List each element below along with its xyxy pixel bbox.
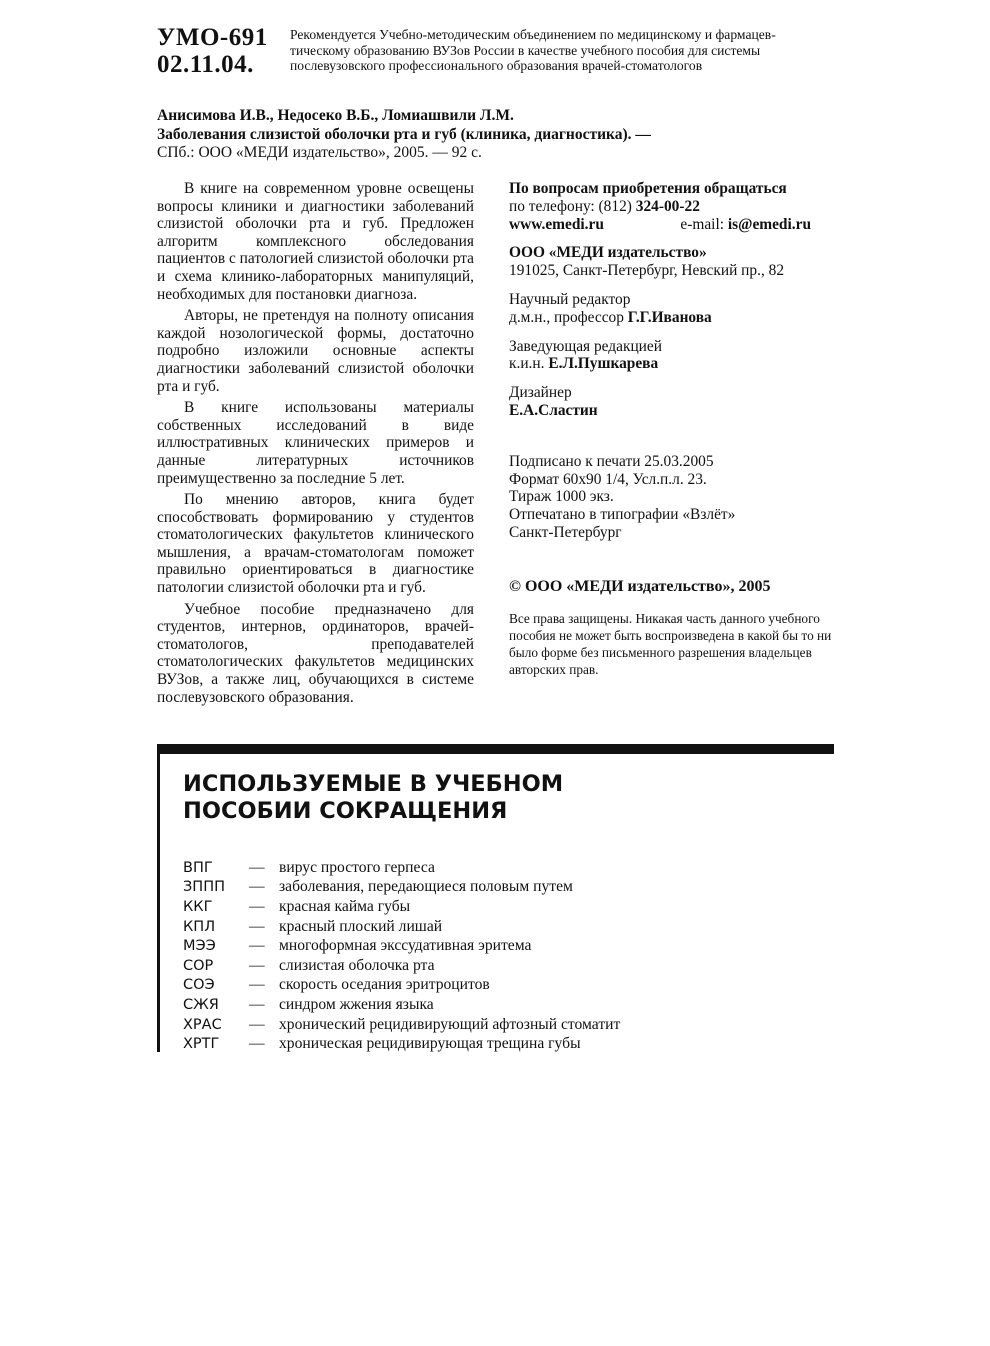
email-label: e-mail: <box>680 215 724 233</box>
phone-line <box>509 198 849 216</box>
annotation-paragraph: По мнению авторов, книга будет способствовать формированию у студентов стоматологических факультетов клинического мышления, а врачам-стоматологам поможет правильно ориентироваться в диагностике патологии слизистой оболочки рта и губ. <box>157 491 474 597</box>
publisher-address: 191025, Санкт-Петербург, Невский пр., 82 <box>509 262 785 280</box>
recommendation-line: послевузовского профессионального образования врачей-стоматологов <box>290 58 703 73</box>
abbreviation-meaning: хроническая рецидивирующая трещина губы <box>279 1035 581 1053</box>
purchase-contacts <box>509 180 849 233</box>
chief-role: Заведующая редакцией <box>509 337 662 355</box>
abbreviations-heading-line: ИСПОЛЬЗУЕМЫЕ В УЧЕБНОМ <box>183 771 564 797</box>
authors: Анисимова И.В., Недосеко В.Б., Ломиашвили Л.М. <box>157 107 514 124</box>
abbreviations-heading <box>183 771 563 825</box>
abbreviation-code: ККГ <box>183 898 213 915</box>
umo-stamp <box>157 24 268 78</box>
phone-number: 324-00-22 <box>635 197 700 215</box>
contacts-heading: По вопросам приобретения обращаться <box>509 180 787 197</box>
abbreviation-dash: — <box>249 976 265 994</box>
abbreviation-code: ЗППП <box>183 879 226 896</box>
abbreviation-row <box>183 897 620 917</box>
book-title: Заболевания слизистой оболочки рта и губ (клиника, диагностика). — <box>157 125 651 143</box>
abbreviation-row <box>183 976 620 996</box>
bibliographic-record <box>157 107 651 163</box>
abbreviation-meaning: синдром жжения языка <box>279 995 434 1013</box>
abbreviation-code: СЖЯ <box>183 996 219 1013</box>
imprint: СПб.: ООО «МЕДИ издательство», 2005. — 92 с. <box>157 144 482 161</box>
publisher-name: ООО «МЕДИ издательство» <box>509 244 707 262</box>
printing-line: Подписано к печати 25.03.2005 <box>509 452 714 470</box>
abbreviation-row <box>183 995 620 1015</box>
phone-label: по телефону: (812) <box>509 197 632 215</box>
designer-block <box>509 384 849 420</box>
printing-line: Тираж 1000 экз. <box>509 488 614 506</box>
abbreviation-dash: — <box>249 917 265 935</box>
rights-notice: Все права защищены. Никакая часть данного учебного пособия не может быть воспроизведена в какой бы то ни было форме без письменного разрешения владельцев авторских прав. <box>509 610 832 678</box>
abbreviation-meaning: заболевания, передающиеся половым путем <box>279 878 573 896</box>
chief-title: к.и.н. <box>509 355 545 373</box>
abbreviation-row <box>183 878 620 898</box>
printing-line: Санкт-Петербург <box>509 523 622 541</box>
abbreviation-meaning: многоформная экссудативная эритема <box>279 937 532 955</box>
abbreviation-dash: — <box>249 1015 265 1033</box>
abbreviation-row <box>183 1015 620 1035</box>
abbreviation-dash: — <box>249 937 265 955</box>
abbreviations-heading-line: ПОСОБИИ СОКРАЩЕНИЯ <box>183 798 508 824</box>
copyright: © ООО «МЕДИ издательство», 2005 <box>509 577 771 595</box>
annotation-paragraph: В книге использованы материалы собственных исследований в виде иллюстративных клинических примеров и данные литературных источников преимущественно за последние 5 лет. <box>157 399 474 487</box>
editor-role: Научный редактор <box>509 290 631 308</box>
abbreviation-code: СОР <box>183 957 214 974</box>
editor-block <box>509 291 849 327</box>
abbreviation-meaning: скорость оседания эритроцитов <box>279 976 490 994</box>
umo-code: УМО-691 <box>157 24 268 51</box>
abbreviation-row <box>183 956 620 976</box>
abbreviation-dash: — <box>249 897 265 915</box>
publishing-info <box>509 180 849 679</box>
printing-line: Формат 60х90 1/4, Усл.п.л. 23. <box>509 470 707 488</box>
abbreviation-dash: — <box>249 1035 265 1053</box>
annotation-paragraph: Авторы, не претендуя на полноту описания каждой нозологической формы, достаточно подробно изложили основные аспекты диагностики заболеваний слизистой оболочки рта и губ. <box>157 307 474 395</box>
recommendation-line: Рекомендуется Учебно-методическим объединением по медицинскому и фармацев- <box>290 27 776 42</box>
abbreviation-code: ХРАС <box>183 1016 222 1033</box>
chief-editor-block <box>509 338 849 374</box>
website-link[interactable]: www.emedi.ru <box>509 215 604 233</box>
abbreviation-meaning: вирус простого герпеса <box>279 858 435 876</box>
abbreviation-meaning: красный плоский лишай <box>279 917 443 935</box>
abbreviation-row <box>183 917 620 937</box>
abbreviation-meaning: слизистая оболочка рта <box>279 956 435 974</box>
abbreviation-dash: — <box>249 956 265 974</box>
web-line <box>509 216 811 234</box>
abbreviation-code: КПЛ <box>183 918 216 935</box>
abbreviation-code: ВПГ <box>183 859 213 876</box>
designer-name: Е.А.Сластин <box>509 401 598 419</box>
designer-role: Дизайнер <box>509 384 572 402</box>
abbreviation-meaning: красная кайма губы <box>279 897 411 915</box>
abbreviation-meaning: хронический рецидивирующий афтозный стоматит <box>279 1015 621 1033</box>
printing-line: Отпечатано в типографии «Взлёт» <box>509 506 736 524</box>
chief-name: Е.Л.Пушкарева <box>548 355 659 373</box>
abbreviations-list <box>183 858 620 1054</box>
section-side-rule <box>157 744 160 1052</box>
abbreviation-code: ХРТГ <box>183 1036 220 1053</box>
annotation-paragraph: В книге на современном уровне освещены вопросы клиники и диагностики заболеваний слизистой оболочки рта и губ. Предложен алгоритм комплексного обследования пациентов с патологией слизистой оболочки рта и схема клинико-лабораторных манипуляций, необходимых для постановки диагноза. <box>157 180 474 303</box>
abbreviation-dash: — <box>249 858 265 876</box>
annotation <box>157 180 474 710</box>
recommendation-text <box>290 27 850 74</box>
annotation-paragraph: Учебное пособие предназначено для студентов, интернов, ординаторов, врачей-стоматологов, преподавателей стоматологических факультетов медицинских ВУЗов, а также лиц, обучающихся в системе послевузовского образования. <box>157 600 474 706</box>
umo-date: 02.11.04. <box>157 51 254 78</box>
section-rule <box>157 744 834 754</box>
abbreviation-row <box>183 936 620 956</box>
abbreviation-dash: — <box>249 995 265 1013</box>
recommendation-line: тическому образованию ВУЗов России в качестве учебного пособия для системы <box>290 42 761 58</box>
abbreviation-row <box>183 1034 620 1054</box>
abbreviation-code: СОЭ <box>183 977 215 994</box>
publisher-block <box>509 244 849 280</box>
abbreviation-code: МЭЭ <box>183 938 216 955</box>
editor-title: д.м.н., профессор <box>509 308 624 326</box>
printing-info <box>509 453 849 542</box>
email-link[interactable]: is@emedi.ru <box>727 215 811 233</box>
abbreviation-row <box>183 858 620 878</box>
editor-name: Г.Г.Иванова <box>627 308 712 326</box>
abbreviation-dash: — <box>249 878 265 896</box>
